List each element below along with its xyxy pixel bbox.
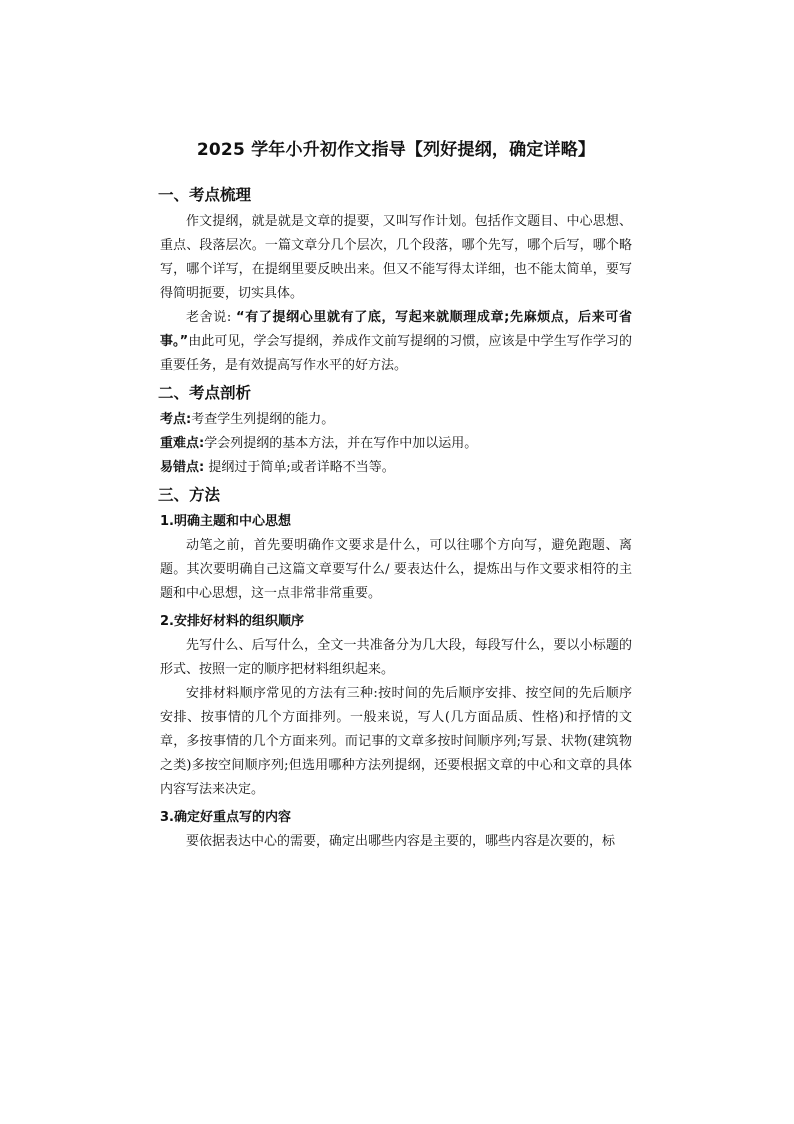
quote-prefix: 老舍说: xyxy=(186,310,237,325)
paragraph-material-order-1: 先写什么、后写什么，全文一共准备分为几大段，每段写什么，要以小标题的形式、按照一定的顺序把材料组织起来。 xyxy=(160,638,632,677)
section-methods xyxy=(160,484,632,854)
method-heading-key-content: 3.确定好重点写的内容 xyxy=(160,810,291,825)
analysis-key: 易错点: xyxy=(160,460,205,475)
analysis-value: 提纲过于简单;或者详略不当等。 xyxy=(204,460,395,475)
paragraph-key-content: 要依据表达中心的需要，确定出哪些内容是主要的，哪些内容是次要的，标 xyxy=(186,834,616,849)
quote-text: “有了提纲心里就有了底，写起来就顺理成章;先麻烦点，后来可省事。” xyxy=(160,310,632,349)
paragraph-outline-definition: 作文提纲，就是就是文章的提要，又叫写作计划。包括作文题目、中心思想、重点、段落层次。一篇文章分几个层次，几个段落，哪个先写，哪个后写，哪个略写，哪个详写，在提纲里要反映出来。但又不能写得太详细，也不能太简单，要写得简明扼要，切实具体。 xyxy=(160,214,632,301)
method-heading-material-order: 2.安排好材料的组织顺序 xyxy=(160,614,304,629)
analysis-value: 学会列提纲的基本方法，并在写作中加以运用。 xyxy=(204,436,478,451)
analysis-item-exam-point xyxy=(160,408,632,432)
analysis-value: 考查学生列提纲的能力。 xyxy=(191,412,335,427)
paragraph-method-theme: 动笔之前，首先要明确作文要求是什么，可以往哪个方向写，避免跑题、离题。其次要明确自己这篇文章要写什么/ 要表达什么，提炼出与作文要求相符的主题和中心思想，这一点非常非常重要。 xyxy=(160,538,632,601)
paragraph-laoshe-quote xyxy=(160,306,632,378)
analysis-key: 重难点: xyxy=(160,436,205,451)
analysis-item-difficulty xyxy=(160,432,632,456)
section-heading-exam-analysis: 二、考点剖析 xyxy=(158,384,252,402)
quote-suffix: 由此可见，学会写提纲，养成作文前写提纲的习惯，应该是中学生写作学习的重要任务，是有效提高写作水平的好方法。 xyxy=(160,334,632,373)
analysis-key: 考点: xyxy=(160,412,192,427)
section-exam-points xyxy=(160,184,632,378)
section-exam-analysis xyxy=(160,382,632,480)
analysis-item-mistakes xyxy=(160,456,632,480)
section-heading-exam-points: 一、考点梳理 xyxy=(158,186,252,204)
method-heading-theme: 1.明确主题和中心思想 xyxy=(160,514,291,529)
document-page xyxy=(160,138,632,854)
paragraph-material-order-2: 安排材料顺序常见的方法有三种:按时间的先后顺序安排、按空间的先后顺序安排、按事情的几个方面排列。一般来说，写人(几方面品质、性格)和抒情的文章，多按事情的几个方面来列。而记事的文章多按时间顺序列;写景、状物(建筑物之类)多按空间顺序列;但选用哪种方法列提纲，还要根据文章的中心和文章的具体内容写法来决定。 xyxy=(160,686,632,797)
section-heading-methods: 三、方法 xyxy=(158,486,221,504)
document-title: 2025 学年小升初作文指导【列好提纲，确定详略】 xyxy=(196,140,596,160)
